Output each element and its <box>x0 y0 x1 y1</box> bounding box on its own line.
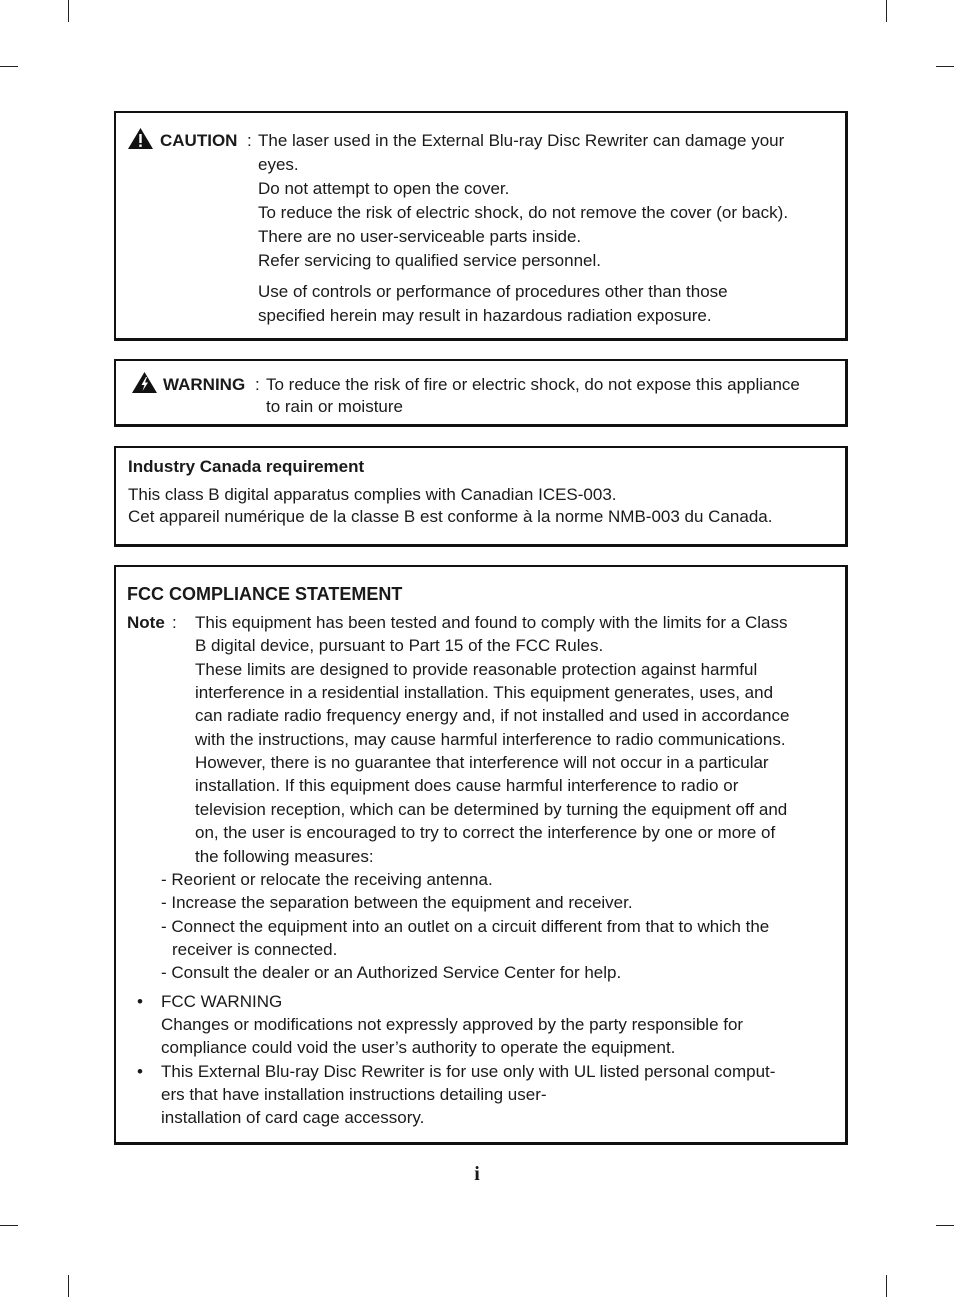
caution-line: Use of controls or performance of procedures other than those <box>258 282 728 301</box>
page-number: i <box>474 1163 480 1185</box>
fcc-bullet-line: This External Blu-ray Disc Rewriter is for use only with UL listed personal comput- <box>161 1062 776 1081</box>
fcc-bullet-line: ers that have installation instructions detailing user- <box>161 1085 547 1104</box>
caution-line: Do not attempt to open the cover. <box>258 179 510 198</box>
fcc-note-line: However, there is no guarantee that interference will not occur in a particular <box>195 753 769 772</box>
fcc-note-line: television reception, which can be determined by turning the equipment off and <box>195 800 788 819</box>
fcc-note-label: Note <box>127 613 165 632</box>
caution-line: The laser used in the External Blu-ray Disc Rewriter can damage your <box>258 131 785 150</box>
crop-mark <box>68 1275 69 1297</box>
crop-mark <box>886 1275 887 1297</box>
warning-label: WARNING <box>163 375 246 394</box>
fcc-note-line: with the instructions, may cause harmful interference to radio communications. <box>195 730 786 749</box>
warning-line: To reduce the risk of fire or electric shock, do not expose this appliance <box>266 375 800 394</box>
fcc-note-separator: : <box>172 613 177 632</box>
crop-mark <box>886 0 887 22</box>
caution-line: specified herein may result in hazardous radiation exposure. <box>258 306 712 325</box>
caution-line: Refer servicing to qualified service personnel. <box>258 251 602 270</box>
bullet-icon: • <box>137 1062 143 1081</box>
fcc-note-line: These limits are designed to provide reasonable protection against harmful <box>195 660 758 679</box>
fcc-title: FCC COMPLIANCE STATEMENT <box>127 584 403 604</box>
fcc-bullet-line: FCC WARNING <box>161 992 283 1011</box>
caution-label: CAUTION <box>160 131 238 150</box>
caution-separator: : <box>247 131 252 150</box>
fcc-bullet-line: installation of card cage accessory. <box>161 1108 425 1127</box>
fcc-note-line: can radiate radio frequency energy and, if not installed and used in accordance <box>195 706 790 725</box>
fcc-measure: - Connect the equipment into an outlet on a circuit different from that to which the <box>161 917 770 936</box>
fcc-measure: receiver is connected. <box>172 940 338 959</box>
canada-title: Industry Canada requirement <box>128 457 365 476</box>
fcc-note-line: This equipment has been tested and found to comply with the limits for a Class <box>195 613 788 632</box>
fcc-bullet-line: compliance could void the user’s authority to operate the equipment. <box>161 1038 676 1057</box>
warning-separator: : <box>255 375 260 394</box>
bullet-icon: • <box>137 992 143 1011</box>
fcc-note-line: B digital device, pursuant to Part 15 of the FCC Rules. <box>195 636 604 655</box>
crop-mark <box>0 66 18 67</box>
canada-line: Cet appareil numérique de la classe B est conforme à la norme NMB-003 du Canada. <box>128 507 773 526</box>
crop-mark <box>936 66 954 67</box>
fcc-note-line: the following measures: <box>195 847 374 866</box>
caution-line: To reduce the risk of electric shock, do not remove the cover (or back). <box>258 203 789 222</box>
fcc-measure: - Consult the dealer or an Authorized Service Center for help. <box>161 963 622 982</box>
fcc-note-line: interference in a residential installation. This equipment generates, uses, and <box>195 683 774 702</box>
fcc-note-line: on, the user is encouraged to try to correct the interference by one or more of <box>195 823 776 842</box>
caution-line: eyes. <box>258 155 299 174</box>
caution-warning-icon <box>127 127 154 150</box>
fcc-note-line: installation. If this equipment does cause harmful interference to radio or <box>195 776 739 795</box>
canada-line: This class B digital apparatus complies with Canadian ICES-003. <box>128 485 617 504</box>
crop-mark <box>0 1225 18 1226</box>
caution-line: There are no user-serviceable parts inside. <box>258 227 582 246</box>
fcc-measure: - Increase the separation between the equipment and receiver. <box>161 893 633 912</box>
crop-mark <box>936 1225 954 1226</box>
fcc-measure: - Reorient or relocate the receiving antenna. <box>161 870 493 889</box>
crop-mark <box>68 0 69 22</box>
fcc-bullet-line: Changes or modifications not expressly approved by the party responsible for <box>161 1015 744 1034</box>
warning-line: to rain or moisture <box>266 397 403 416</box>
electric-shock-warning-icon <box>131 371 158 394</box>
